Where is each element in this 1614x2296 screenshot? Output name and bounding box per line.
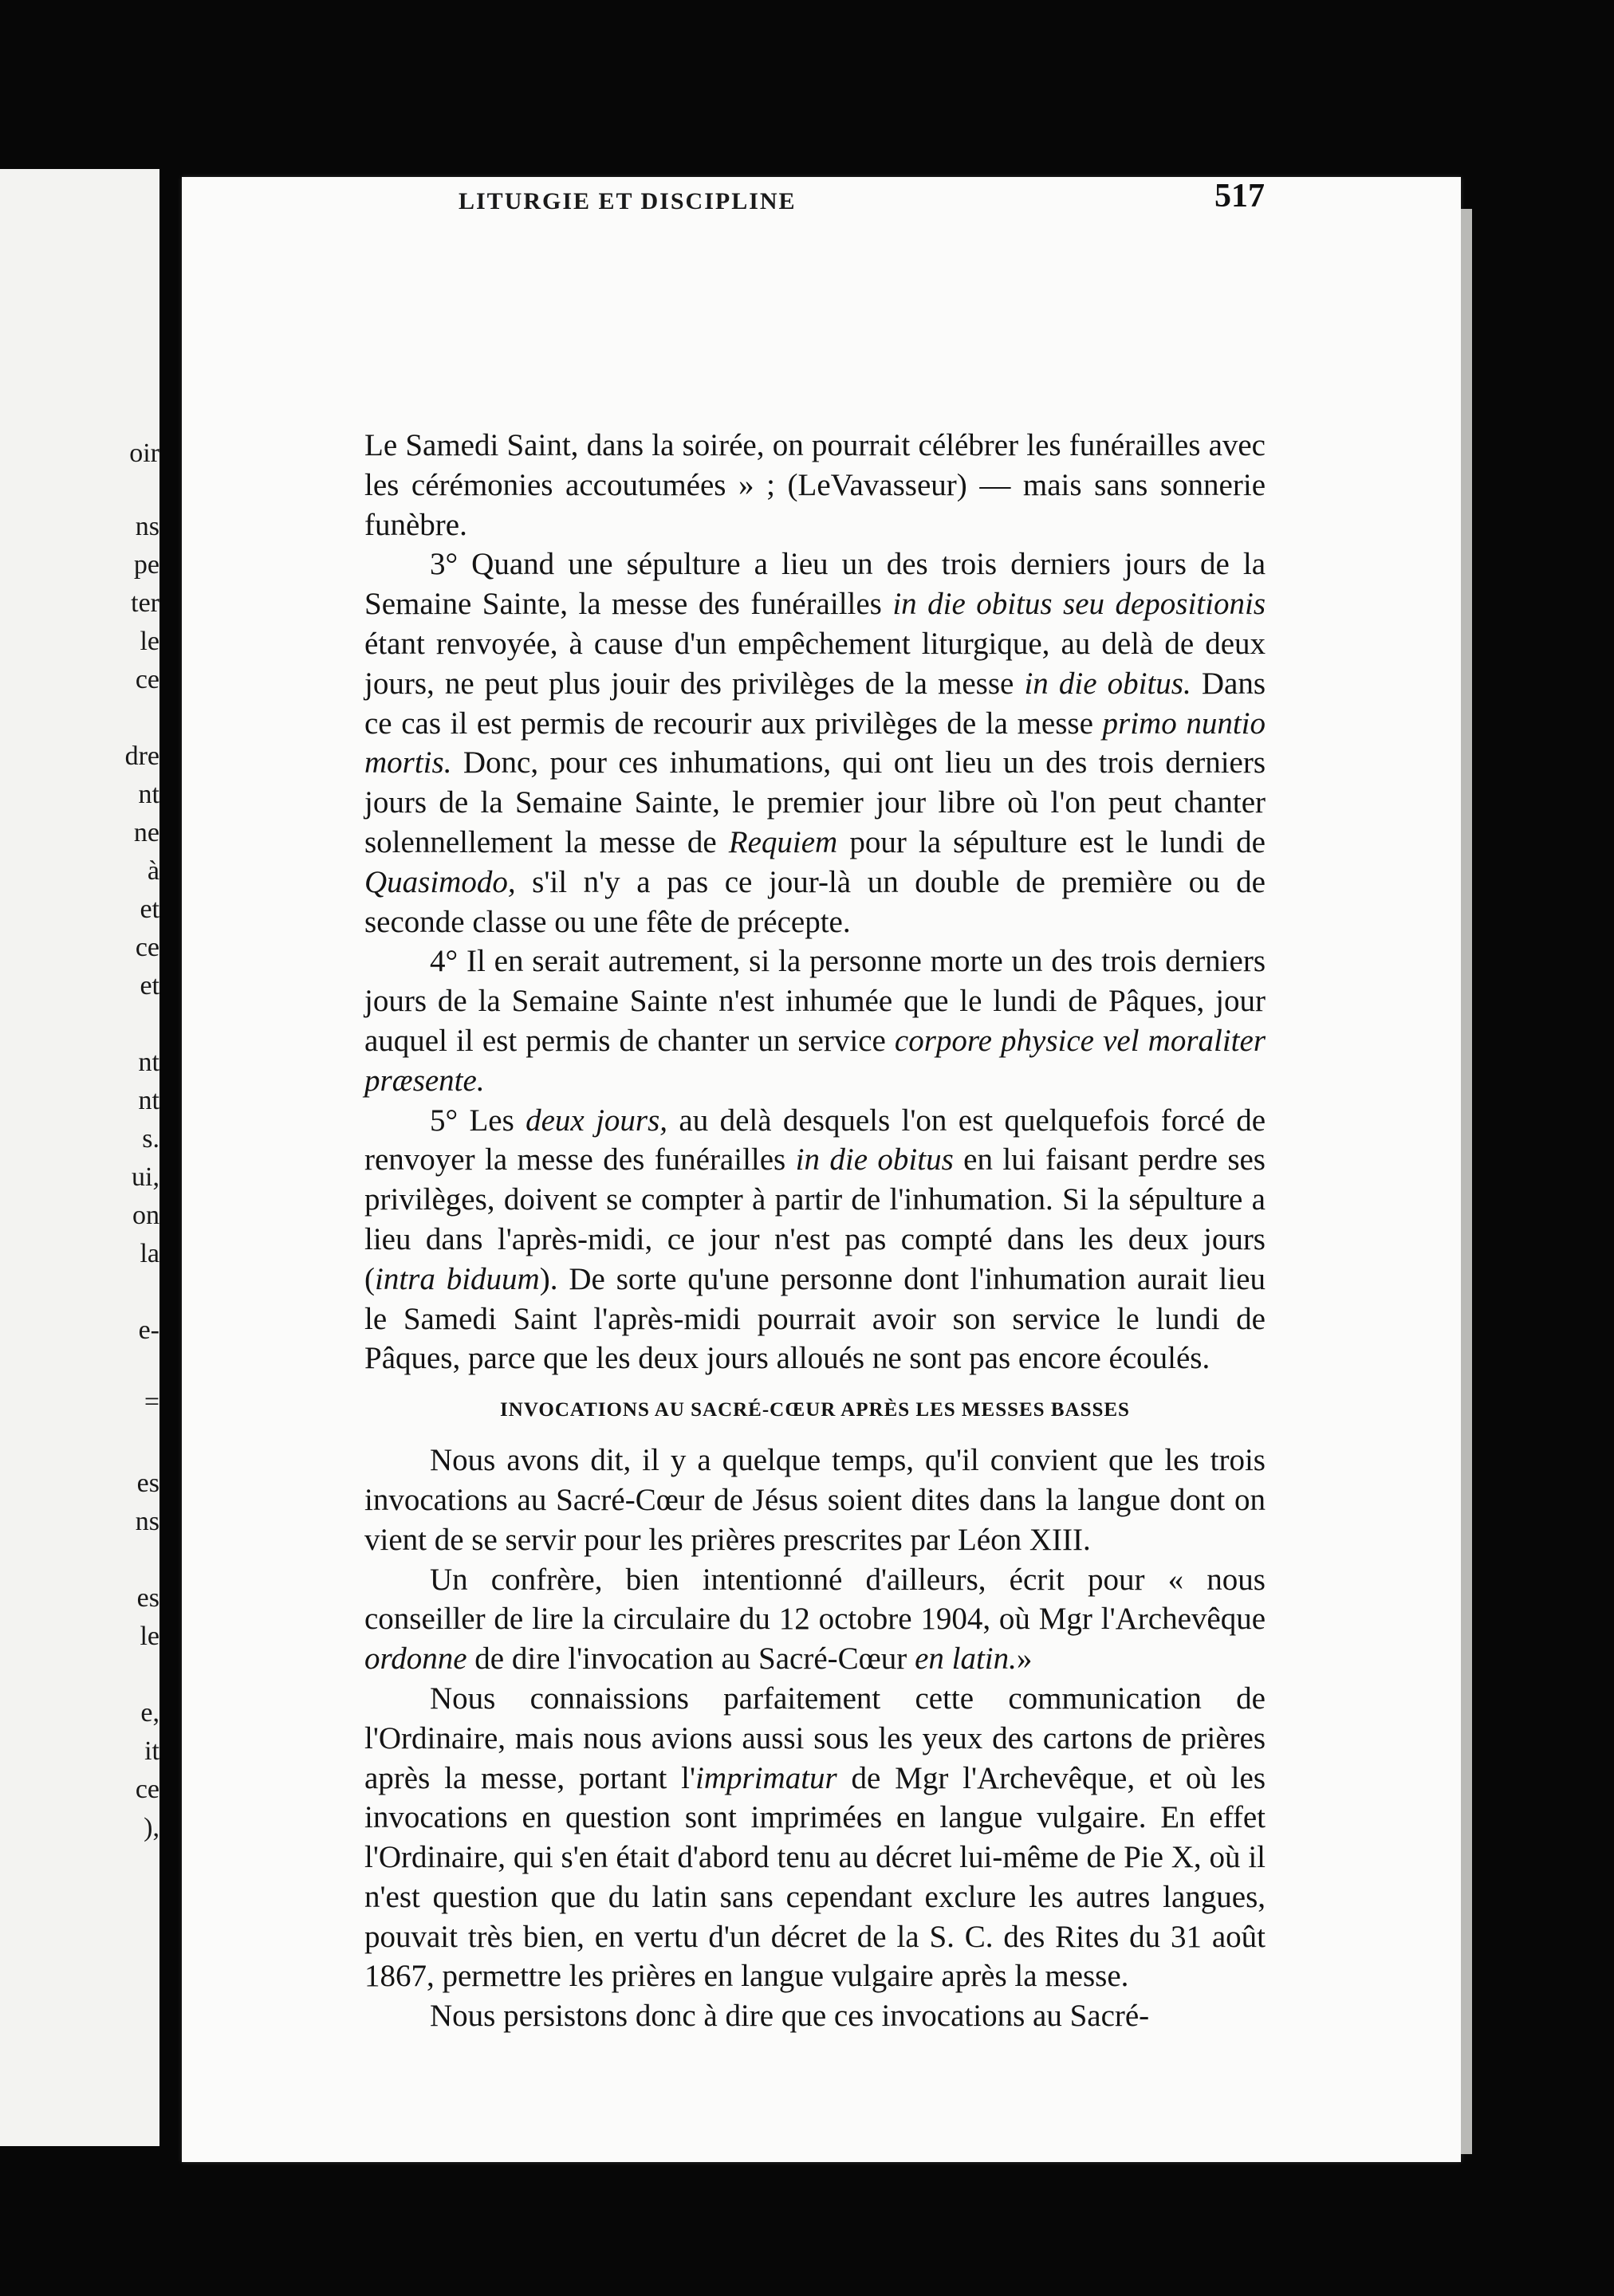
- paragraph-5: Nous avons dit, il y a quelque temps, qu'il convient que les trois invocations au Sacré-Cœur de Jésus soient dites dans la langue dont on vient de se servir pour les prières prescrites par Léon XIII.: [364, 1443, 1266, 1557]
- page-number: 517: [1214, 178, 1265, 214]
- left-page-fragment: on: [132, 1201, 159, 1230]
- left-page-fragment: ter: [131, 588, 159, 618]
- left-page-fragment: ui,: [132, 1162, 159, 1192]
- paragraph-8: Nous persistons donc à dire que ces invocations au Sacré-: [430, 1999, 1150, 2034]
- left-page-fragment: pe: [133, 550, 159, 580]
- paragraph-2: 3° Quand une sépulture a lieu un des trois derniers jours de la Semaine Sainte, la messe des funérailles in die obitus seu depositionis étant renvoyée, à cause d'un empêchement liturgique, au delà de deux jours, ne peut plus jouir des privilèges de la messe in die obitus. Dans ce cas il est permis de recourir aux privilèges de la messe primo nuntio mortis. Donc, pour ces inhumations, qui ont lieu un des trois derniers jours de la Semaine Sainte, le premier jour libre où l'on peut chanter solennellement la messe de Requiem pour la sépulture est le lundi de Quasimodo, s'il n'y a pas ce jour-là un double de première ou de seconde classe ou une fête de précepte.: [364, 547, 1266, 939]
- left-page-fragment: à: [147, 856, 159, 886]
- section-heading: INVOCATIONS AU SACRÉ-CŒUR APRÈS LES MESSES BASSES: [500, 1399, 1130, 1421]
- left-page-fragment: oir: [129, 438, 159, 468]
- left-page-fragment: la: [140, 1239, 159, 1268]
- left-page-fragment: dre: [124, 741, 159, 771]
- paragraph-7: Nous connaissions parfaitement cette communication de l'Ordinaire, mais nous avions aussi sous les yeux des cartons de prières après la messe, portant l'imprimatur de Mgr l'Archevêque, et où les invocations en question sont imprimées en langue vulgaire. En effet l'Ordinaire, qui s'en était d'abord tenu au décret lui-même de Pie X, où il n'est question que du latin sans cependant exclure les autres langues, pouvait très bien, en vertu d'un décret de la S. C. des Rites du 31 août 1867, permettre les prières en langue vulgaire après la messe.: [364, 1681, 1266, 1994]
- left-page-fragment: et: [140, 971, 159, 1001]
- left-page-fragment: nt: [138, 1048, 159, 1077]
- left-page-fragment: it: [144, 1736, 159, 1766]
- paragraph-1: Le Samedi Saint, dans la soirée, on pourrait célébrer les funérailles avec les cérémonies accoutumées » ; (LeVavasseur) — mais sans sonnerie funèbre.: [364, 428, 1266, 542]
- left-page-fragment: s.: [142, 1124, 159, 1154]
- left-page-fragment: le: [140, 627, 159, 656]
- article-body: [364, 426, 1266, 2036]
- left-page-fragment: nt: [138, 1086, 159, 1115]
- left-page-fragment: ns: [135, 512, 159, 541]
- left-page-fragment: ns: [135, 1507, 159, 1536]
- left-page-fragment: =: [144, 1387, 159, 1417]
- left-page-fragment: e-: [138, 1315, 159, 1345]
- running-title: LITURGIE ET DISCIPLINE: [459, 188, 797, 214]
- paragraph-4: 5° Les deux jours, au delà desquels l'on est quelquefois forcé de renvoyer la messe des funérailles in die obitus en lui faisant perdre ses privilèges, doivent se compter à partir de l'inhumation. Si la sépulture a lieu dans l'après-midi, ce jour n'est pas compté dans les deux jours (intra biduum). De sorte qu'une personne dont l'inhumation aurait lieu le Samedi Saint l'après-midi pourrait avoir son service le lundi de Pâques, parce que les deux jours alloués ne sont pas encore écoulés.: [364, 1103, 1266, 1376]
- paragraph-6: Un confrère, bien intentionné d'ailleurs, écrit pour « nous conseiller de lire la circulaire du 12 octobre 1904, où Mgr l'Archevêque ordonne de dire l'invocation au Sacré-Cœur en latin.»: [364, 1562, 1266, 1677]
- left-page-fragment: e,: [140, 1698, 159, 1728]
- left-page-fragment: ),: [144, 1813, 159, 1842]
- left-page-fragment: es: [136, 1583, 159, 1613]
- left-page-fragment: ce: [135, 665, 159, 694]
- left-page-fragment: ce: [135, 933, 159, 962]
- paragraph-3: 4° Il en serait autrement, si la personne morte un des trois derniers jours de la Semaine Sainte n'est inhumée que le lundi de Pâques, jour auquel il est permis de chanter un service corpore physice vel moraliter præsente.: [364, 944, 1266, 1098]
- left-page-fragment: ne: [133, 818, 159, 847]
- left-page-fragment: le: [140, 1622, 159, 1651]
- page-edge: [1461, 209, 1472, 2154]
- left-page-fragment: es: [136, 1468, 159, 1498]
- left-page-fragment: ce: [135, 1775, 159, 1804]
- left-page-fragment: nt: [138, 780, 159, 809]
- left-page-fragment: et: [140, 894, 159, 924]
